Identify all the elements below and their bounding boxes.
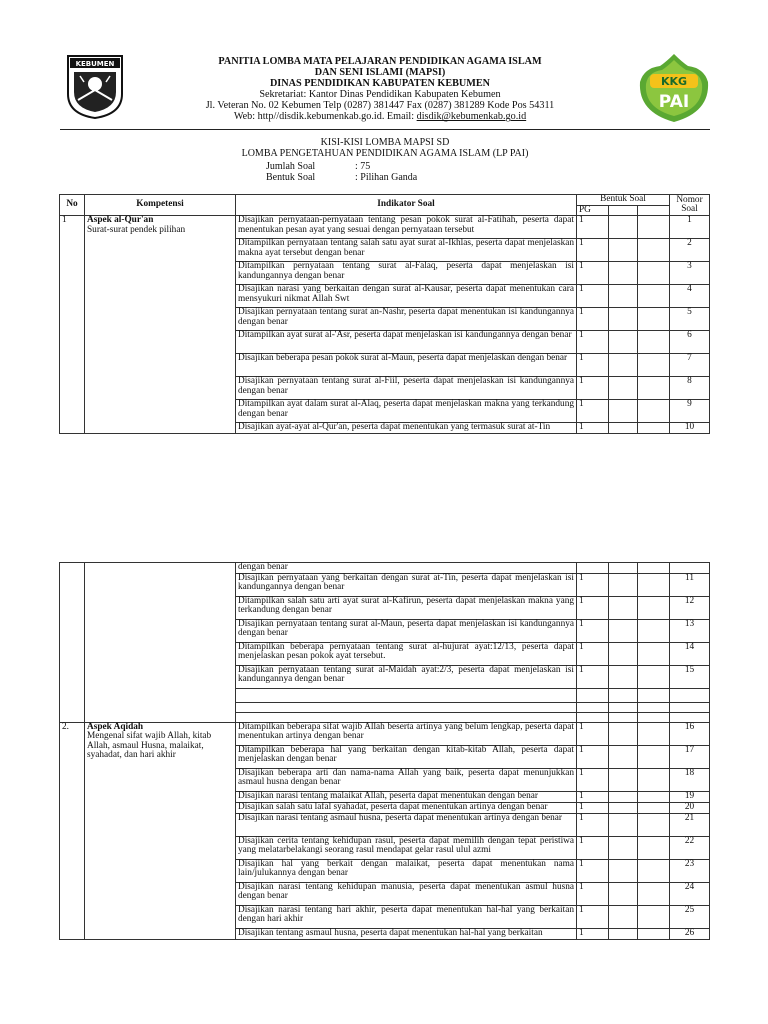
empty-cell (638, 702, 670, 712)
empty-cell (638, 308, 670, 331)
table-row (60, 722, 710, 745)
empty-cell (638, 285, 670, 308)
pg-cell: 1 (577, 859, 609, 882)
section-number: 2. (60, 722, 85, 939)
kompetensi-subtitle: Surat-surat pendek pilihan (87, 224, 186, 235)
indicator-cell: Disajikan pernyataan tentang surat an-Nashr, peserta dapat menentukan isi kandungannya dengan benar (236, 308, 577, 331)
empty-cell (609, 285, 638, 308)
question-number-cell: 25 (670, 905, 710, 928)
question-number-cell: 20 (670, 802, 710, 813)
pg-cell: 1 (577, 596, 609, 619)
question-number-cell: 6 (670, 331, 710, 354)
empty-cell (609, 665, 638, 688)
kompetensi-title: Aspek Aqidah (87, 721, 144, 732)
header-nomor-soal: Nomor Soal (670, 195, 710, 216)
indicator-cell: Ditampilkan beberapa pernyataan tentang surat al-hujurat ayat:12/13, peserta dapat menjelaskan pesan pokok ayat tersebut. (236, 642, 577, 665)
empty-cell (609, 642, 638, 665)
indicator-cell: Disajikan narasi tentang malaikat Allah, peserta dapat menentukan dengan benar (236, 791, 577, 802)
empty-cell (638, 722, 670, 745)
pg-cell: 1 (577, 308, 609, 331)
header-indikator: Indikator Soal (236, 195, 577, 216)
empty-cell (609, 308, 638, 331)
empty-cell (577, 563, 609, 574)
pg-cell: 1 (577, 377, 609, 400)
question-number-cell: 7 (670, 354, 710, 377)
table-row (60, 216, 710, 239)
indicator-cell: Disajikan pernyataan tentang surat al-Fiil, peserta dapat menjelaskan isi kandungannya dengan benar (236, 377, 577, 400)
empty-cell (638, 563, 670, 574)
empty-cell (638, 619, 670, 642)
indicator-cell: Disajikan beberapa pesan pokok surat al-Maun, peserta dapat menjelaskan dengan benar (236, 354, 577, 377)
empty-cell (638, 423, 670, 434)
indicator-cell: Disajikan pernyataan tentang surat al-Maidah ayat:2/3, peserta dapat menjelaskan isi kandungannya dengan benar (236, 665, 577, 688)
empty-cell (609, 813, 638, 836)
pg-cell: 1 (577, 239, 609, 262)
letterhead (60, 52, 710, 130)
pg-cell: 1 (577, 216, 609, 239)
kkg-pai-logo (636, 52, 712, 124)
empty-cell (236, 688, 577, 702)
pg-cell: 1 (577, 722, 609, 745)
empty-cell (609, 400, 638, 423)
question-number-cell: 11 (670, 573, 710, 596)
indicator-cell: Disajikan beberapa arti dan nama-nama Allah yang baik, peserta dapat menunjukkan asmaul husna dengan benar (236, 768, 577, 791)
indicator-cell: Disajikan cerita tentang kehidupan rasul, peserta dapat memilih dengan tepat peristiwa yang melatarbelakangi seorang rasul mendapat gelar rasul ulul azmi (236, 836, 577, 859)
svg-text:KEBUMEN: KEBUMEN (75, 60, 115, 68)
address-line: Jl. Veteran No. 02 Kebumen Telp (0287) 381447 Fax (0287) 381289 Kode Pos 54311 (205, 100, 555, 112)
empty-cell (638, 745, 670, 768)
question-number-cell: 14 (670, 642, 710, 665)
empty-cell (638, 836, 670, 859)
question-number-cell: 23 (670, 859, 710, 882)
org-name-line2: DAN SENI ISLAMI (MAPSI) (314, 67, 446, 79)
question-number-cell: 8 (670, 377, 710, 400)
empty-cell (638, 216, 670, 239)
secretariat-line: Sekretariat: Kantor Dinas Pendidikan Kabupaten Kebumen (259, 89, 501, 101)
empty-cell (609, 905, 638, 928)
empty-cell (638, 768, 670, 791)
pg-cell: 1 (577, 813, 609, 836)
empty-cell (638, 905, 670, 928)
indicator-cell: Disajikan narasi tentang kehidupan manusia, peserta dapat menentukan asmul husna dengan benar (236, 882, 577, 905)
empty-cell (638, 688, 670, 702)
indicator-cell: Ditampilkan beberapa hal yang berkaitan dengan kitab-kitab Allah, peserta dapat menjelaskan dengan benar (236, 745, 577, 768)
header-no: No (60, 195, 85, 216)
document-meta: Jumlah Soal : 75 Bentuk Soal : Pilihan Ganda (266, 161, 418, 183)
question-number-cell: 1 (670, 216, 710, 239)
indicator-cell: Disajikan salah satu lafal syahadat, peserta dapat menentukan artinya dengan benar (236, 802, 577, 813)
empty-cell (638, 400, 670, 423)
document-title: KISI-KISI LOMBA MAPSI SD LOMBA PENGETAHUAN PENDIDIKAN AGAMA ISLAM (LP PAI) (241, 137, 529, 159)
org-name-line1: PANITIA LOMBA MATA PELAJARAN PENDIDIKAN AGAMA ISLAM (218, 56, 542, 67)
question-number-cell: 16 (670, 722, 710, 745)
pg-cell: 1 (577, 836, 609, 859)
empty-cell (609, 573, 638, 596)
question-number-cell: 9 (670, 400, 710, 423)
empty-cell (609, 928, 638, 939)
empty-cell (609, 331, 638, 354)
empty-cell (638, 665, 670, 688)
empty-cell (609, 722, 638, 745)
pg-cell: 1 (577, 802, 609, 813)
empty-cell (638, 354, 670, 377)
empty-cell (638, 791, 670, 802)
question-number-cell: 4 (670, 285, 710, 308)
question-number-cell: 5 (670, 308, 710, 331)
empty-cell (609, 262, 638, 285)
empty-cell (609, 423, 638, 434)
empty-cell (85, 563, 236, 723)
question-number-cell: 17 (670, 745, 710, 768)
pg-cell: 1 (577, 423, 609, 434)
empty-cell (638, 928, 670, 939)
indicator-cell: Ditampilkan ayat surat al-'Asr, peserta dapat menjelaskan isi kandungannya dengan benar (236, 331, 577, 354)
indicator-cell: Disajikan pernyataan tentang surat al-Maun, peserta dapat menjelaskan isi kandungannya dengan benar (236, 619, 577, 642)
indicator-cell: Disajikan pernyataan yang berkaitan dengan surat at-Tin, peserta dapat menjelaskan isi kandungannya dengan benar (236, 573, 577, 596)
indicator-cell: Ditampilkan ayat dalam surat al-Alaq, peserta dapat menjelaskan makna yang terkandung dengan benar (236, 400, 577, 423)
pg-cell: 1 (577, 905, 609, 928)
empty-cell (609, 802, 638, 813)
question-number-cell: 12 (670, 596, 710, 619)
indicator-cell: Ditampilkan pernyataan tentang salah satu ayat surat al-Ikhlas, peserta dapat menjelaskan makna ayat tersebut dengan benar (236, 239, 577, 262)
empty-cell (609, 596, 638, 619)
empty-cell (638, 882, 670, 905)
pg-cell: 1 (577, 768, 609, 791)
question-number-cell: 3 (670, 262, 710, 285)
empty-cell (638, 377, 670, 400)
empty-cell (609, 836, 638, 859)
empty-cell (236, 702, 577, 712)
empty-cell (609, 882, 638, 905)
indicator-cell: Disajikan pernyataan-pernyataan tentang pesan pokok surat al-Fatihah, peserta dapat menentukan pesan ayat yang sesuai dengan pernyataan tersebut (236, 216, 577, 239)
pg-cell: 1 (577, 882, 609, 905)
empty-cell (577, 712, 609, 722)
question-number-cell: 13 (670, 619, 710, 642)
empty-cell (670, 702, 710, 712)
question-number-cell: 21 (670, 813, 710, 836)
indicator-cell: Disajikan narasi yang berkaitan dengan surat al-Kausar, peserta dapat menentukan cara mensyukuri nikmat Allah Swt (236, 285, 577, 308)
empty-cell (638, 239, 670, 262)
svg-text:PAI: PAI (658, 92, 690, 112)
empty-cell (609, 768, 638, 791)
pg-cell: 1 (577, 331, 609, 354)
indicator-cell: Ditampilkan beberapa sifat wajib Allah beserta artinya yang belum lengkap, peserta dapat menentukan artinya dengan benar (236, 722, 577, 745)
empty-cell (609, 377, 638, 400)
empty-cell (609, 859, 638, 882)
question-number-cell: 18 (670, 768, 710, 791)
kompetensi-cell (85, 722, 236, 939)
pg-cell: 1 (577, 262, 609, 285)
indicator-cell: dengan benar (236, 563, 577, 574)
email-link[interactable]: disdik@kebumenkab.go.id (416, 111, 527, 123)
pg-cell: 1 (577, 928, 609, 939)
kompetensi-cell (85, 216, 236, 434)
kebumen-crest-logo (66, 54, 124, 120)
indicator-cell: Disajikan narasi tentang asmaul husna, peserta dapat menentukan artinya dengan benar (236, 813, 577, 836)
empty-cell (638, 712, 670, 722)
question-number-cell: 10 (670, 423, 710, 434)
section-number: 1 (60, 216, 85, 434)
pg-cell: 1 (577, 642, 609, 665)
empty-cell (609, 702, 638, 712)
org-name-line3: DINAS PENDIDIKAN KABUPATEN KEBUMEN (269, 78, 491, 90)
indicator-cell: Disajikan ayat-ayat al-Qur'an, peserta dapat menentukan yang termasuk surat at-Tin (236, 423, 577, 434)
indicator-cell: Disajikan narasi tentang hari akhir, peserta dapat menentukan hal-hal yang berkaitan dengan hari akhir (236, 905, 577, 928)
empty-cell (670, 563, 710, 574)
pg-cell: 1 (577, 665, 609, 688)
empty-cell (638, 802, 670, 813)
empty-cell (638, 573, 670, 596)
empty-cell (236, 712, 577, 722)
empty-cell (609, 563, 638, 574)
kisi-table-page1 (59, 194, 710, 434)
empty-cell (609, 216, 638, 239)
indicator-cell: Disajikan tentang asmaul husna, peserta dapat menentukan hal-hal yang berkaitan (236, 928, 577, 939)
table-row (60, 563, 710, 574)
svg-text:KKG: KKG (660, 75, 688, 88)
header-divider (60, 129, 710, 130)
indicator-cell: Disajikan hal yang berkait dengan malaikat, peserta dapat menentukan nama lain/julukannya dengan benar (236, 859, 577, 882)
question-number-cell: 15 (670, 665, 710, 688)
empty-cell (609, 688, 638, 702)
header-pg: PG (577, 205, 609, 216)
header-kompetensi: Kompetensi (85, 195, 236, 216)
kompetensi-subtitle: Mengenal sifat wajib Allah, kitab Allah, asmaul Husna, malaikat, syahadat, dan hari akhir (87, 731, 212, 761)
question-number-cell: 2 (670, 239, 710, 262)
pg-cell: 1 (577, 791, 609, 802)
empty-cell (609, 712, 638, 722)
empty-cell (609, 619, 638, 642)
empty-cell (638, 642, 670, 665)
empty-cell (577, 702, 609, 712)
empty-cell (670, 688, 710, 702)
empty-cell (638, 262, 670, 285)
empty-cell (60, 563, 85, 723)
header-bentuk-soal: Bentuk Soal (577, 195, 670, 206)
pg-cell: 1 (577, 285, 609, 308)
question-number-cell: 26 (670, 928, 710, 939)
question-number-cell: 22 (670, 836, 710, 859)
kompetensi-title: Aspek al-Qur'an (87, 215, 154, 226)
empty-cell (609, 791, 638, 802)
empty-cell (577, 688, 609, 702)
empty-cell (609, 239, 638, 262)
indicator-cell: Ditampilkan salah satu arti ayat surat al-Kafirun, peserta dapat menjelaskan makna yang terkandung dengan benar (236, 596, 577, 619)
empty-cell (609, 745, 638, 768)
empty-cell (638, 813, 670, 836)
pg-cell: 1 (577, 400, 609, 423)
empty-cell (609, 354, 638, 377)
empty-cell (638, 596, 670, 619)
empty-cell (638, 331, 670, 354)
pg-cell: 1 (577, 619, 609, 642)
question-number-cell: 19 (670, 791, 710, 802)
empty-cell (670, 712, 710, 722)
pg-cell: 1 (577, 573, 609, 596)
pg-cell: 1 (577, 745, 609, 768)
kisi-table-page2 (59, 562, 710, 940)
pg-cell: 1 (577, 354, 609, 377)
web-email-line: Web: http//disdik.kebumenkab.go.id. Email: disdik@kebumenkab.go.id (233, 111, 527, 123)
question-number-cell: 24 (670, 882, 710, 905)
empty-cell (638, 859, 670, 882)
indicator-cell: Ditampilkan pernyataan tentang surat al-Falaq, peserta dapat menjelaskan isi kandungannya dengan benar (236, 262, 577, 285)
